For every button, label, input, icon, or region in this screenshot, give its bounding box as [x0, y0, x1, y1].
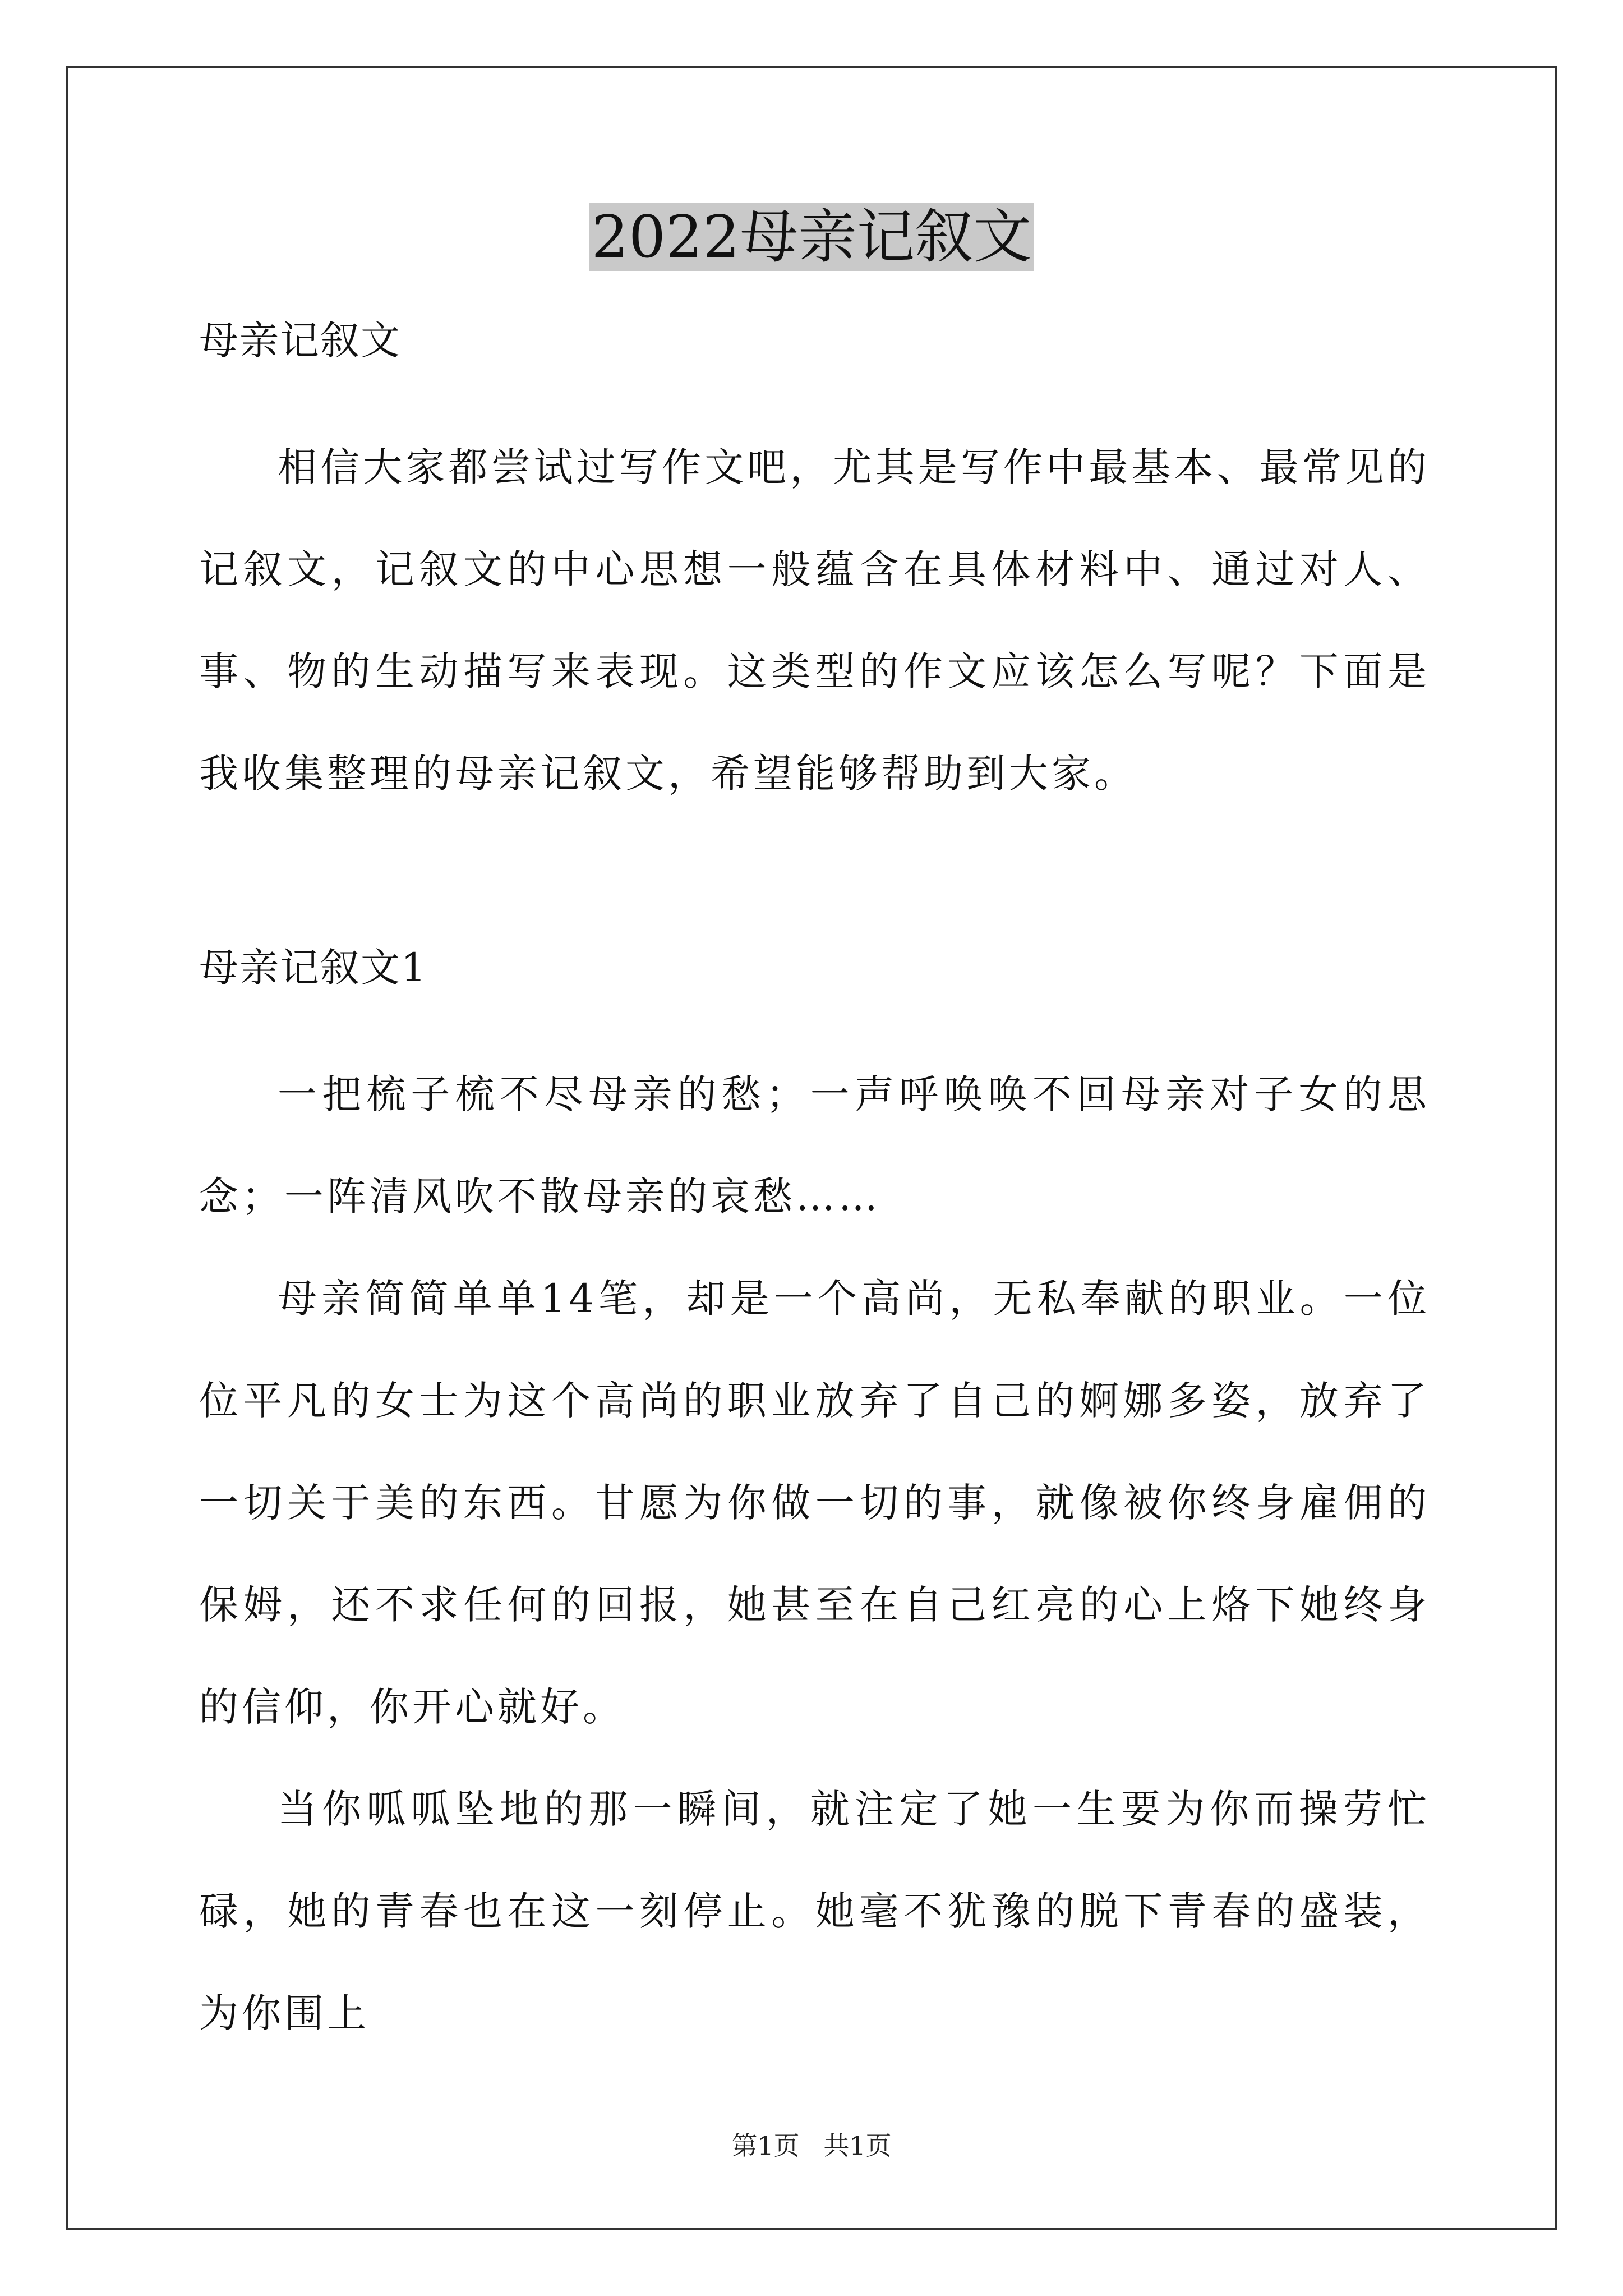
document-body [199, 314, 1430, 2064]
section-1-paragraph: 当你呱呱坠地的那一瞬间，就注定了她一生要为你而操劳忙碌，她的青春也在这一刻停止。她毫不犹豫的脱下青春的盛装，为你围上 [199, 1786, 1430, 2036]
section-1-paragraph: 母亲简简单单14笔，却是一个高尚，无私奉献的职业。一位位平凡的女士为这个高尚的职业放弃了自己的婀娜多姿，放弃了一切关于美的东西。甘愿为你做一切的事，就像被你终身雇佣的保姆，还不求任何的回报，她甚至在自己红亮的心上烙下她终身的信仰，你开心就好。 [199, 1276, 1430, 1730]
intro-paragraph: 相信大家都尝试过写作文吧，尤其是写作中最基本、最常见的记叙文，记叙文的中心思想一般蕴含在具体材料中、通过对人、事、物的生动描写来表现。这类型的作文应该怎么写呢？下面是我收集整理的母亲记叙文，希望能够帮助到大家。 [199, 444, 1430, 797]
page-total: 共1页 [823, 2131, 892, 2161]
document-title-text: 2022母亲记叙文 [589, 203, 1034, 271]
intro-heading: 母亲记叙文 [199, 318, 401, 364]
page-footer [0, 2129, 1623, 2162]
section-1-heading: 母亲记叙文1 [199, 945, 427, 991]
section-1-paragraph: 一把梳子梳不尽母亲的愁；一声呼唤唤不回母亲对子女的思念；一阵清风吹不散母亲的哀愁…… [199, 1071, 1430, 1220]
page-number: 第1页 [731, 2131, 800, 2161]
document-title [0, 197, 1623, 276]
